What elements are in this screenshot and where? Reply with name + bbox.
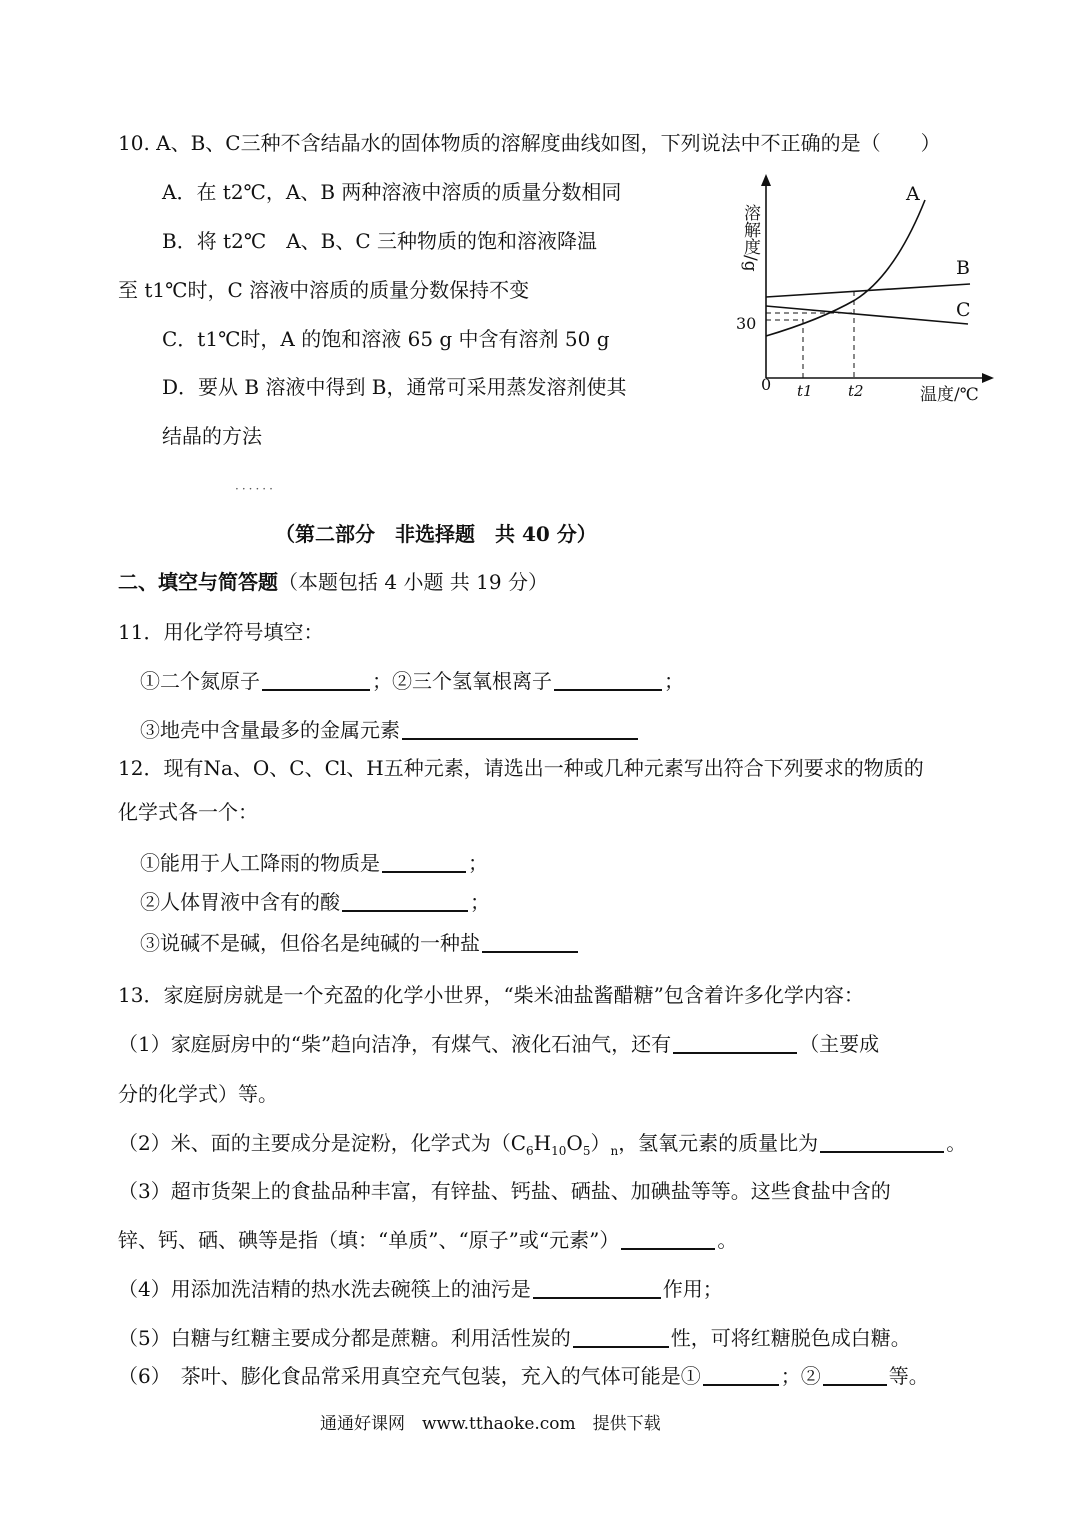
formula-sub-5: 5 bbox=[582, 1144, 591, 1158]
q12-semicolon-2: ； bbox=[470, 890, 490, 914]
q13-part2 bbox=[118, 1130, 966, 1164]
q13-part2-period: 。 bbox=[946, 1131, 967, 1155]
q13-part1-text-b: （主要成 bbox=[799, 1032, 880, 1056]
q13-blank-7[interactable] bbox=[823, 1364, 887, 1386]
q12-blank-3[interactable] bbox=[482, 931, 578, 953]
q12-item1-label: ①能用于人工降雨的物质是 bbox=[140, 851, 380, 875]
q10-option-a: A．在 t2℃，A、B 两种溶液中溶质的质量分数相同 bbox=[162, 180, 622, 204]
q13-part1-line1 bbox=[118, 1031, 879, 1057]
q12-stem-line1: 12．现有Na、O、C、Cl、H五种元素，请选出一种或几种元素写出符合下列要求的物质的 bbox=[118, 756, 924, 780]
y-axis-label: 溶解度/g bbox=[740, 204, 760, 272]
q13-part4 bbox=[118, 1276, 723, 1302]
q13-part3-line1: （3）超市货架上的食盐品种丰富，有锌盐、钙盐、硒盐、加碘盐等等。这些食盐中含的 bbox=[118, 1179, 891, 1203]
q13-part2-text-a: （2）米、面的主要成分是淀粉，化学式为（C bbox=[118, 1131, 527, 1155]
page-footer: 通通好课网 www.tthaoke.com 提供下载 bbox=[320, 1414, 661, 1434]
q13-part4-text-b: 作用； bbox=[662, 1277, 723, 1301]
q12-item2-label: ②人体胃液中含有的酸 bbox=[140, 890, 340, 914]
q12-line2 bbox=[140, 889, 490, 915]
formula-close: ） bbox=[590, 1131, 611, 1155]
y-tick-30: 30 bbox=[736, 314, 757, 333]
part2-heading: （第二部分 非选择题 共 40 分） bbox=[275, 522, 597, 546]
q13-part6-text-c: 等。 bbox=[888, 1364, 929, 1388]
q12-blank-2[interactable] bbox=[342, 890, 468, 912]
q11-line2 bbox=[140, 717, 640, 743]
q13-blank-1[interactable] bbox=[673, 1032, 797, 1054]
x-axis-arrow bbox=[982, 373, 994, 383]
q12-item3-label: ③说碱不是碱，但俗名是纯碱的一种盐 bbox=[140, 931, 480, 955]
formula-sub-n: n bbox=[610, 1144, 619, 1158]
q13-blank-5[interactable] bbox=[573, 1326, 669, 1348]
q13-stem: 13．家庭厨房就是一个充盈的化学小世界，“柴米油盐酱醋糖”包含着许多化学内容： bbox=[118, 983, 864, 1007]
q10-stem: 10. A、B、C三种不含结晶水的固体物质的溶解度曲线如图，下列说法中不正确的是（ ） bbox=[118, 131, 941, 155]
q11-blank-3[interactable] bbox=[402, 718, 638, 740]
section2-title: 二、填空与简答题 bbox=[118, 570, 278, 594]
formula-o: O bbox=[566, 1131, 583, 1155]
q13-part5 bbox=[118, 1325, 911, 1351]
series-b-label: B bbox=[956, 257, 970, 279]
formula-sub-6: 6 bbox=[526, 1144, 534, 1158]
q10-option-d-line1: D．要从 B 溶液中得到 B，通常可采用蒸发溶剂使其 bbox=[162, 375, 627, 399]
q13-part1-text-a: （1）家庭厨房中的“柴”趋向洁净，有煤气、液化石油气，还有 bbox=[118, 1032, 672, 1056]
x-tick-t2: t2 bbox=[848, 382, 864, 400]
formula-h: H bbox=[533, 1131, 552, 1155]
q13-part3-text: 锌、钙、硒、碘等是指（填：“单质”、“原子”或“元素”） bbox=[118, 1228, 620, 1252]
q11-item3-label: ③地壳中含量最多的金属元素 bbox=[140, 718, 400, 742]
q10-option-d-line2: 结晶的方法 bbox=[162, 424, 262, 448]
q13-part5-text-a: （5）白糖与红糖主要成分都是蔗糖。利用活性炭的 bbox=[118, 1326, 571, 1350]
q13-blank-2[interactable] bbox=[820, 1131, 944, 1153]
q12-semicolon-1: ； bbox=[468, 851, 488, 875]
section2-heading bbox=[118, 569, 548, 595]
q13-blank-3[interactable] bbox=[621, 1228, 715, 1250]
formula-sub-10: 10 bbox=[551, 1144, 567, 1158]
series-c-label: C bbox=[956, 299, 971, 321]
y-axis-arrow bbox=[761, 174, 771, 186]
q10-option-b-line1: B．将 t2℃ A、B、C 三种物质的饱和溶液降温 bbox=[162, 229, 597, 253]
q11-line1 bbox=[140, 668, 684, 694]
q13-blank-6[interactable] bbox=[703, 1364, 779, 1386]
q12-blank-1[interactable] bbox=[382, 851, 466, 873]
q11-semicolon: ； bbox=[664, 669, 684, 693]
q13-part6 bbox=[118, 1363, 929, 1389]
x-axis-label: 温度/℃ bbox=[920, 385, 979, 405]
q13-part3-line2 bbox=[118, 1227, 737, 1253]
q11-stem: 11．用化学符号填空： bbox=[118, 620, 324, 644]
section2-note: （本题包括 4 小题 共 19 分） bbox=[278, 570, 548, 594]
q12-stem-line2: 化学式各一个： bbox=[118, 800, 258, 824]
q13-part2-text-b: ，氢氧元素的质量比为 bbox=[618, 1131, 819, 1155]
series-b-line bbox=[766, 284, 970, 297]
series-a-label: A bbox=[906, 183, 920, 205]
q11-item2-label: ；②三个氢氧根离子 bbox=[372, 669, 552, 693]
q13-part5-text-b: 性，可将红糖脱色成白糖。 bbox=[670, 1326, 911, 1350]
q13-part3-period: 。 bbox=[717, 1228, 738, 1252]
series-a-line bbox=[766, 200, 925, 336]
solubility-chart bbox=[730, 170, 1000, 410]
q10-option-c: C．t1℃时，A 的饱和溶液 65 g 中含有溶剂 50 g bbox=[162, 327, 610, 351]
series-c-line bbox=[766, 306, 968, 324]
q13-blank-4[interactable] bbox=[533, 1277, 661, 1299]
q12-line3 bbox=[140, 930, 580, 956]
q13-part6-text-b: ；② bbox=[780, 1364, 821, 1388]
origin-label: 0 bbox=[761, 375, 772, 394]
q10-option-b-line2: 至 t1℃时，C 溶液中溶质的质量分数保持不变 bbox=[118, 278, 530, 302]
q13-part1-line2: 分的化学式）等。 bbox=[118, 1082, 278, 1106]
q12-line1 bbox=[140, 850, 488, 876]
q11-blank-1[interactable] bbox=[262, 669, 370, 691]
q11-item1-label: ①二个氮原子 bbox=[140, 669, 260, 693]
dots-mark: ······ bbox=[235, 482, 276, 496]
q13-part4-text-a: （4）用添加洗洁精的热水洗去碗筷上的油污是 bbox=[118, 1277, 531, 1301]
x-tick-t1: t1 bbox=[797, 382, 813, 400]
q11-blank-2[interactable] bbox=[554, 669, 662, 691]
q13-part6-text-a: （6） 茶叶、膨化食品常采用真空充气包装，充入的气体可能是① bbox=[118, 1364, 701, 1388]
